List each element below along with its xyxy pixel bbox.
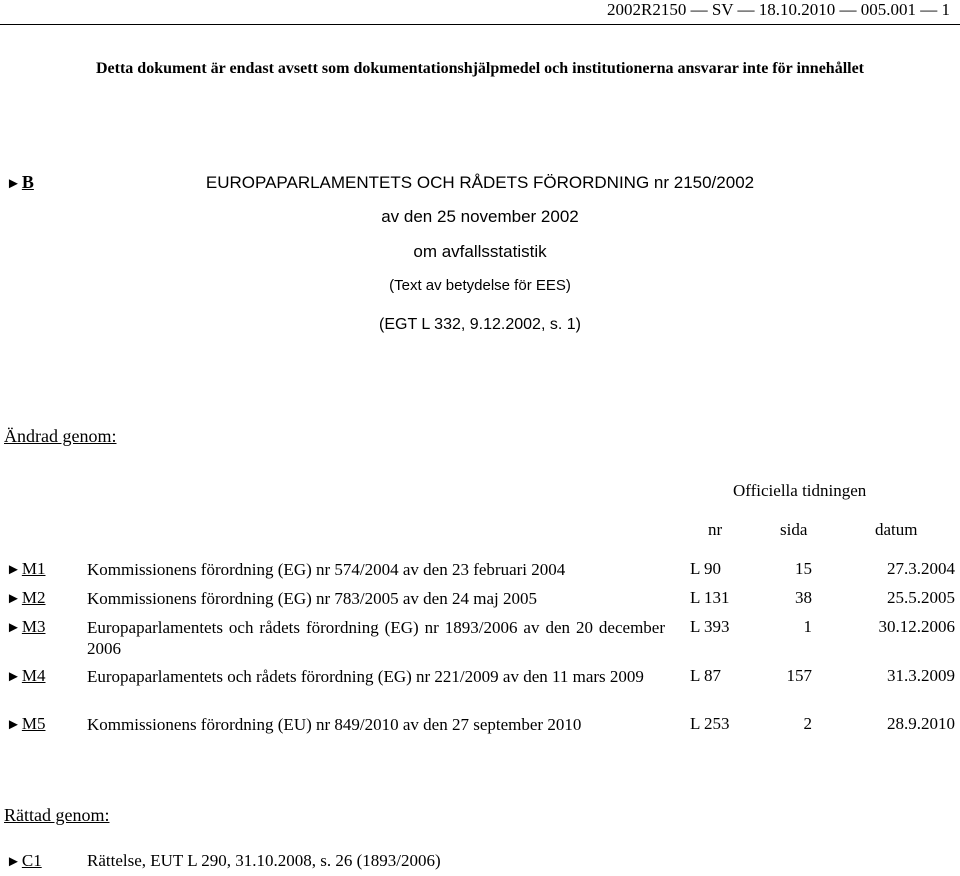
amendment-description: Europaparlamentets och rådets förordning (EG) nr 1893/2006 av den 20 december 2006 <box>87 618 665 658</box>
amendment-date: 25.5.2005 <box>887 588 955 607</box>
regulation-title: EUROPAPARLAMENTETS OCH RÅDETS FÖRORDNING nr 2150/2002 <box>205 173 755 192</box>
play-arrow-icon: ► <box>6 854 21 870</box>
amendment-page: 15 <box>795 559 812 578</box>
amendment-oj-number: L 253 <box>690 714 730 733</box>
amendment-description: Europaparlamentets och rådets förordning (EG) nr 221/2009 av den 11 mars 2009 <box>87 667 644 686</box>
regulation-subject: om avfallsstatistik <box>413 242 547 261</box>
header-divider <box>0 24 960 25</box>
play-arrow-icon: ► <box>6 669 21 685</box>
amendment-code-link[interactable]: ►M5 <box>6 714 46 733</box>
marker-b-link[interactable] <box>6 172 34 193</box>
amendment-description: Kommissionens förordning (EG) nr 783/2005 av den 24 maj 2005 <box>87 589 537 608</box>
column-page: sida <box>780 520 808 539</box>
play-arrow-icon: ► <box>6 591 21 607</box>
amendment-row <box>0 617 960 667</box>
amendment-date: 30.12.2006 <box>878 617 955 636</box>
amendment-oj-number: L 90 <box>690 559 722 578</box>
amendment-oj-number: L 393 <box>690 617 730 636</box>
column-date: datum <box>875 520 918 539</box>
regulation-date: av den 25 november 2002 <box>381 207 579 226</box>
amendment-date: 31.3.2009 <box>887 666 955 685</box>
amendment-row <box>0 666 960 716</box>
corrected-by-heading: Rättad genom: <box>4 805 110 825</box>
play-arrow-icon: ► <box>6 620 21 636</box>
play-arrow-icon: ► <box>6 717 21 733</box>
running-header: 2002R2150 — SV — 18.10.2010 — 005.001 — 1 <box>606 0 950 19</box>
amendment-page: 157 <box>786 666 812 685</box>
amendment-page: 2 <box>803 714 812 733</box>
eea-note: (Text av betydelse för EES) <box>389 277 571 294</box>
correction-code-link[interactable]: ►C1 <box>6 851 42 870</box>
amendment-oj-number: L 131 <box>690 588 730 607</box>
amendment-description: Kommissionens förordning (EG) nr 574/2004 av den 23 februari 2004 <box>87 560 566 579</box>
column-nr: nr <box>708 520 723 539</box>
amendment-code-link[interactable]: ►M3 <box>6 617 46 636</box>
amended-by-heading: Ändrad genom: <box>4 426 117 446</box>
amendment-oj-number: L 87 <box>690 666 722 685</box>
play-arrow-icon: ► <box>6 562 21 578</box>
oj-heading: Officiella tidningen <box>733 481 867 500</box>
amendment-code-link[interactable]: ►M1 <box>6 559 46 578</box>
amendment-row <box>0 714 960 764</box>
marker-b-label: B <box>21 172 34 192</box>
play-arrow-icon: ► <box>6 176 21 192</box>
amendment-code-link[interactable]: ►M2 <box>6 588 46 607</box>
amendment-page: 38 <box>795 588 812 607</box>
oj-reference: (EGT L 332, 9.12.2002, s. 1) <box>379 316 581 333</box>
amendment-page: 1 <box>803 617 812 636</box>
amendment-date: 27.3.2004 <box>887 559 955 578</box>
amendment-date: 28.9.2010 <box>887 714 955 733</box>
amendment-description: Kommissionens förordning (EU) nr 849/2010 av den 27 september 2010 <box>87 715 582 734</box>
correction-description: Rättelse, EUT L 290, 31.10.2008, s. 26 (1893/2006) <box>87 851 441 870</box>
disclaimer: Detta dokument är endast avsett som dokumentationshjälpmedel och institutionerna ansvarar inte för innehållet <box>95 60 865 77</box>
amendment-code-link[interactable]: ►M4 <box>6 666 46 685</box>
